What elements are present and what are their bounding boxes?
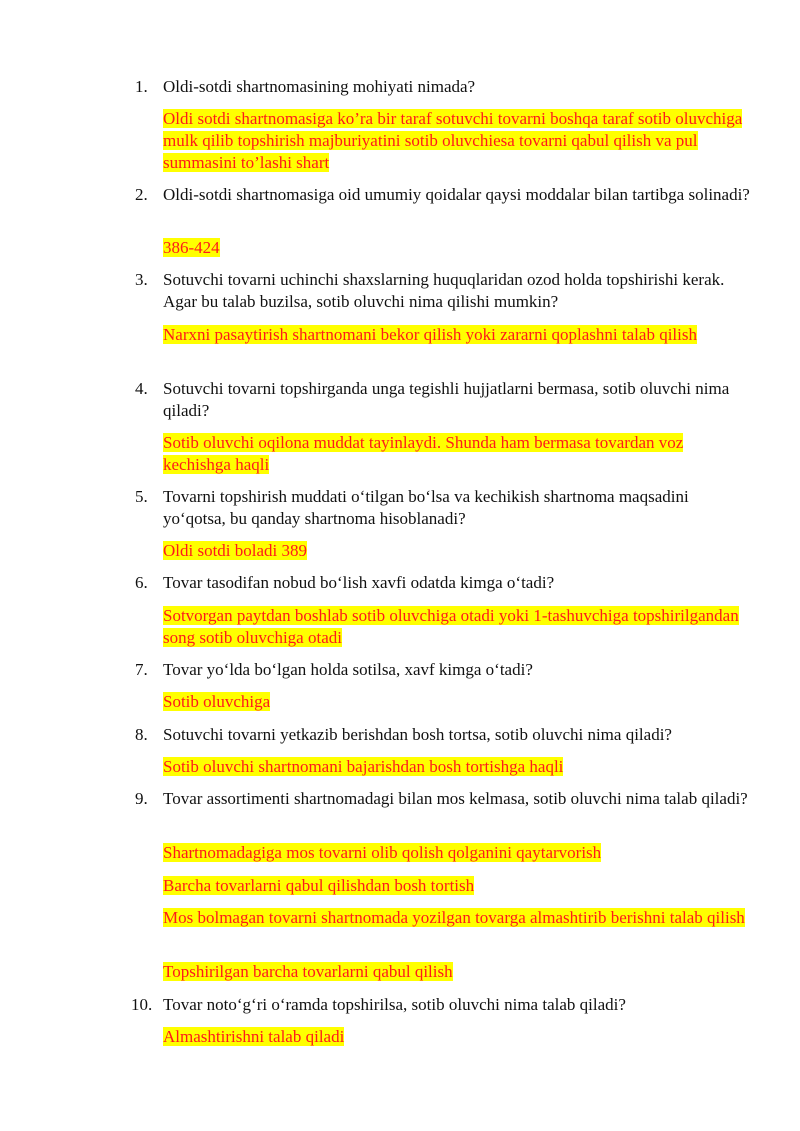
highlighted-answer: Sotib oluvchiga xyxy=(163,692,271,711)
question-text: Oldi-sotdi shartnomasiga oid umumiy qoidalar qaysi moddalar bilan tartibga solinadi? xyxy=(163,185,750,204)
answer-4 xyxy=(163,432,748,476)
question-4 xyxy=(135,378,755,422)
question-number: 1. xyxy=(135,77,148,96)
answer-5 xyxy=(163,540,748,562)
question-number: 2. xyxy=(135,185,148,204)
question-text: Tovar noto‘g‘ri o‘ramda topshirilsa, sotib oluvchi nima talab qiladi? xyxy=(163,995,626,1014)
question-text: Oldi-sotdi shartnomasining mohiyati nimada? xyxy=(163,77,476,96)
highlighted-answer: Almashtirishni talab qiladi xyxy=(163,1027,345,1046)
question-text: Tovar assortimenti shartnomadagi bilan mos kelmasa, sotib oluvchi nima talab qiladi? xyxy=(163,789,748,808)
question-number: 3. xyxy=(135,270,148,289)
answer-3 xyxy=(163,324,748,346)
highlighted-answer: Sotvorgan paytdan boshlab sotib oluvchiga otadi yoki 1-tashuvchiga topshirilgandan song sotib oluvchiga otadi xyxy=(163,606,739,647)
question-8 xyxy=(135,724,755,746)
question-text: Sotuvchi tovarni uchinchi shaxslarning huquqlaridan ozod holda topshirishi kerak. Agar bu talab buzilsa, sotib oluvchi nima qilishi mumkin? xyxy=(163,270,725,311)
answer-9a xyxy=(163,842,748,864)
question-2 xyxy=(135,184,755,206)
highlighted-answer: Oldi sotdi shartnomasiga ko’ra bir taraf sotuvchi tovarni boshqa taraf sotib oluvchiga mulk qilib topshirish majburiyatini sotib oluvchiesa tovarni qabul qilish va pul summasini to’lashi shart xyxy=(163,109,743,172)
question-text: Sotuvchi tovarni yetkazib berishdan bosh tortsa, sotib oluvchi nima qiladi? xyxy=(163,725,672,744)
question-5 xyxy=(135,486,755,530)
answer-8 xyxy=(163,756,748,778)
question-text: Tovarni topshirish muddati o‘tilgan bo‘lsa va kechikish shartnoma maqsadini yo‘qotsa, bu qanday shartnoma hisoblanadi? xyxy=(163,487,689,528)
question-number: 7. xyxy=(135,660,148,679)
highlighted-answer: Shartnomadagiga mos tovarni olib qolish qolganini qaytarvorish xyxy=(163,843,602,862)
answer-10 xyxy=(163,1026,748,1048)
highlighted-answer: 386-424 xyxy=(163,238,220,257)
question-number: 6. xyxy=(135,573,148,592)
highlighted-answer: Sotib oluvchi shartnomani bajarishdan bosh tortishga haqli xyxy=(163,757,564,776)
answer-7 xyxy=(163,691,748,713)
highlighted-answer: Oldi sotdi boladi 389 xyxy=(163,541,308,560)
highlighted-answer: Topshirilgan barcha tovarlarni qabul qilish xyxy=(163,962,453,981)
answer-9b xyxy=(163,875,748,897)
answer-2 xyxy=(163,237,748,259)
question-text: Tovar yo‘lda bo‘lgan holda sotilsa, xavf kimga o‘tadi? xyxy=(163,660,533,679)
question-9 xyxy=(135,788,755,810)
question-text: Tovar tasodifan nobud bo‘lish xavfi odatda kimga o‘tadi? xyxy=(163,573,555,592)
answer-9d xyxy=(163,961,748,983)
question-7 xyxy=(135,659,755,681)
question-6 xyxy=(135,572,755,594)
question-3 xyxy=(135,269,755,313)
answer-6 xyxy=(163,605,748,649)
question-number: 8. xyxy=(135,725,148,744)
question-number: 10. xyxy=(131,995,153,1014)
highlighted-answer: Sotib oluvchi oqilona muddat tayinlaydi. Shunda ham bermasa tovardan voz kechishga haqli xyxy=(163,433,684,474)
question-number: 4. xyxy=(135,379,148,398)
answer-1 xyxy=(163,108,748,174)
question-number: 5. xyxy=(135,487,148,506)
question-1 xyxy=(135,76,755,98)
highlighted-answer: Mos bolmagan tovarni shartnomada yozilgan tovarga almashtirib berishni talab qilish xyxy=(163,908,745,927)
question-10 xyxy=(131,994,751,1016)
question-number: 9. xyxy=(135,789,148,808)
answer-9c xyxy=(163,907,748,929)
highlighted-answer: Narxni pasaytirish shartnomani bekor qilish yoki zararni qoplashni talab qilish xyxy=(163,325,697,344)
highlighted-answer: Barcha tovarlarni qabul qilishdan bosh tortish xyxy=(163,876,475,895)
question-text: Sotuvchi tovarni topshirganda unga tegishli hujjatlarni bermasa, sotib oluvchi nima qiladi? xyxy=(163,379,730,420)
